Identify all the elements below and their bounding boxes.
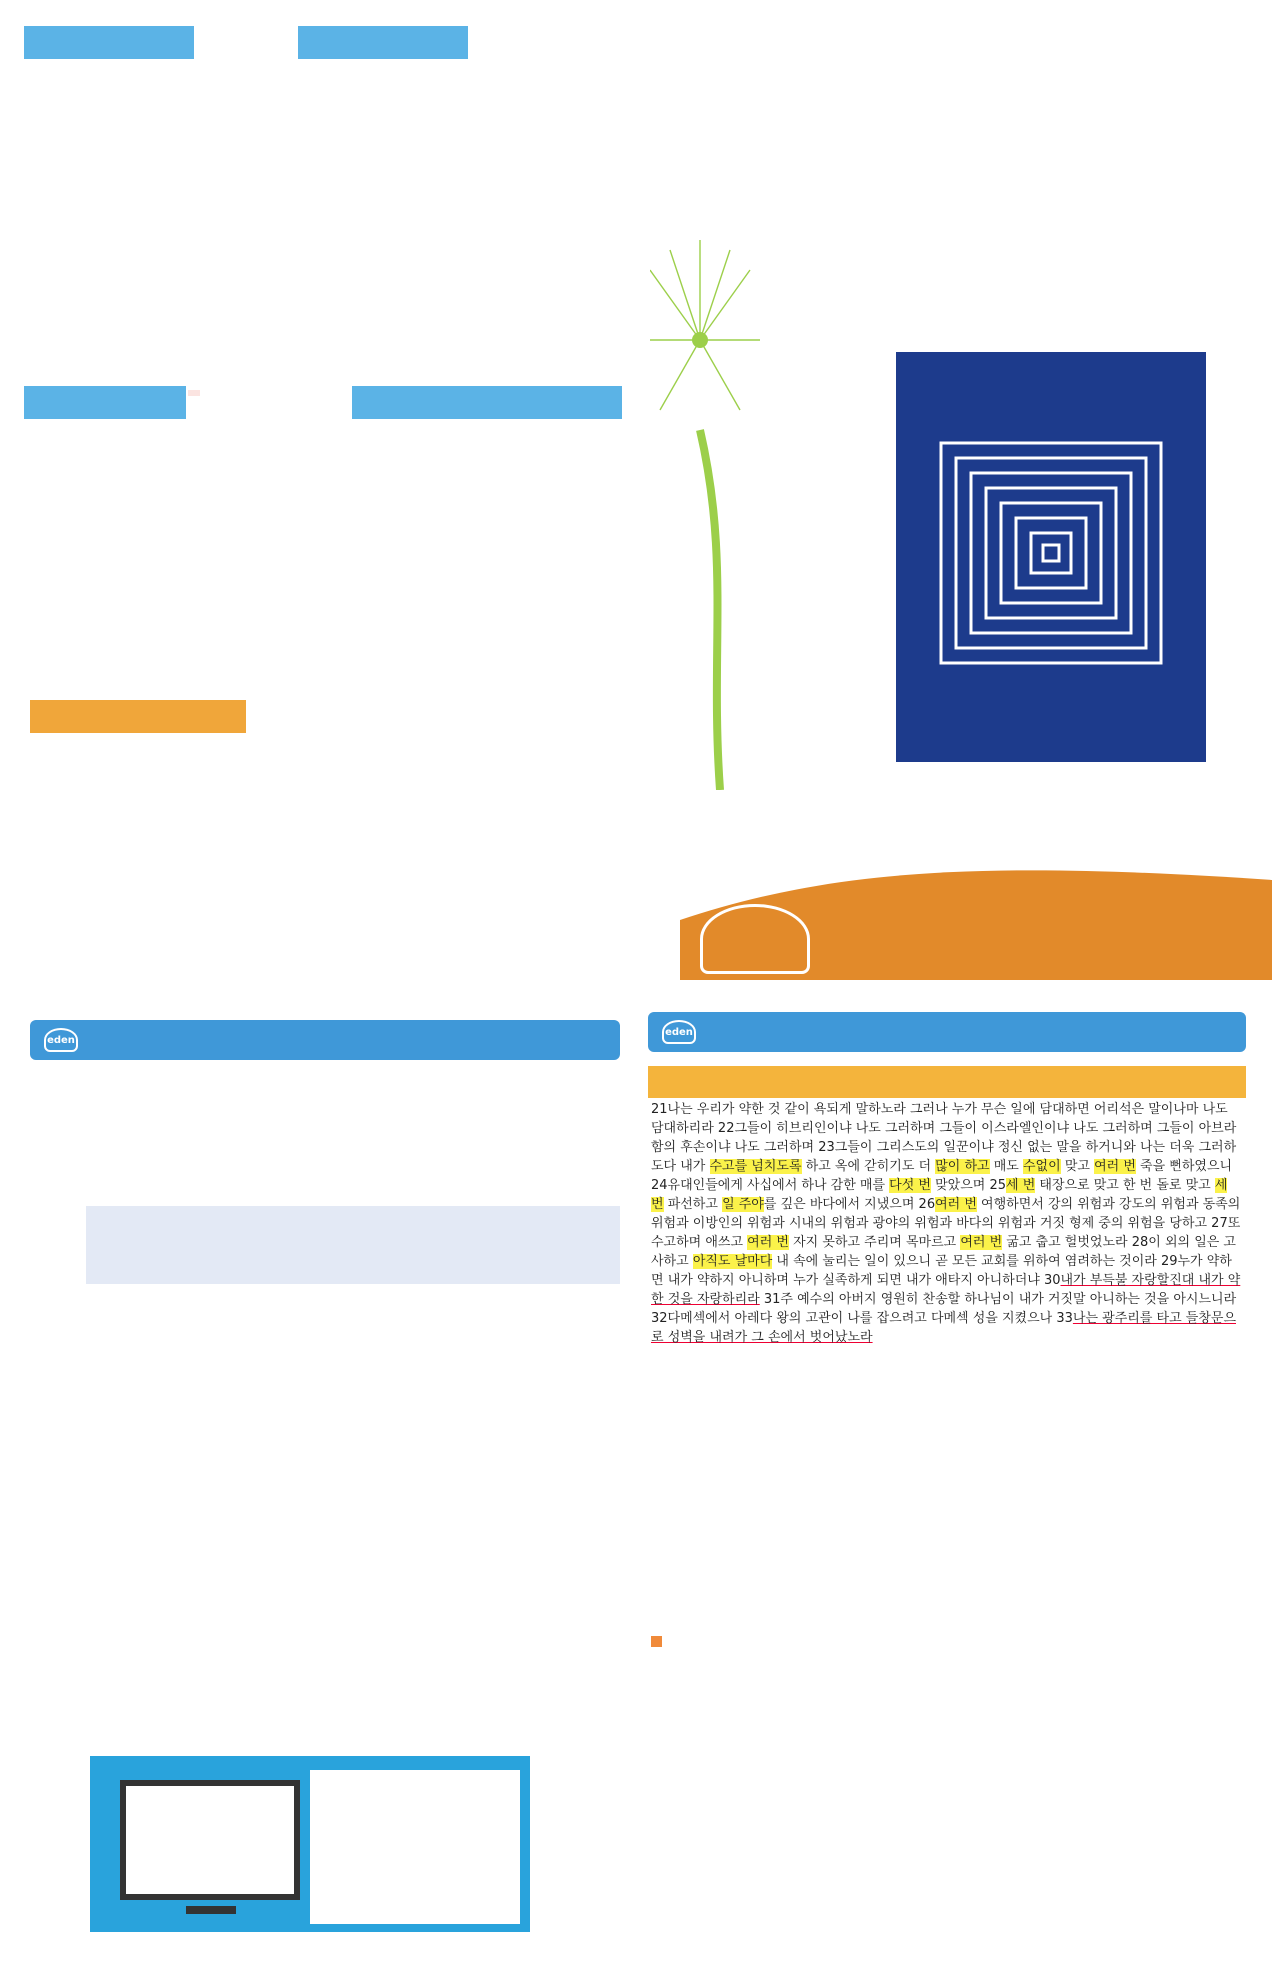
staff-header bbox=[30, 700, 246, 733]
concentric-squares-graphic bbox=[936, 438, 1166, 668]
garden-header bbox=[648, 1012, 1246, 1052]
cover-deep-wide-box bbox=[896, 352, 1206, 762]
tv-screen bbox=[120, 1780, 300, 1900]
sermon-korean-text: 21나는 우리가 약한 것 같이 욕되게 말하노라 그러나 누가 무슨 일에 담대하면 어리석은 말이나마 나도 담대하리라 22그들이 히브리인이냐 나도 그러하며 그들이 이스라엘인이냐 나도 그러하며 그들이 아브라함의 후손이냐 나도 그러하며 23그들이 그리스도의 일꾼이냐 정신 없는 말을 하거니와 나는 더욱 그러하도다 내가 수고를 넘치도록 하고 옥에 갇히기도 더 많이 하고 매도 수없이 맞고 여러 번 죽을 뻔하였으니 24유대인들에게 사십에서 하나 감한 매를 다섯 번 맞았으며 25세 번 태장으로 맞고 한 번 돌로 맞고 세 번 파선하고 일 주야를 깊은 바다에서 지냈으며 26여러 번 여행하면서 강의 위험과 강도의 위험과 동족의 위험과 이방인의 위험과 시내의 위험과 광야의 위험과 바다의 위험과 거짓 형제 중의 위험을 당하고 27또 수고하며 애쓰고 여러 번 자지 못하고 주리며 목마르고 여러 번 굶고 춥고 헐벗었노라 28이 외의 일은 고사하고 아직도 날마다 내 속에 눌리는 일이 있으니 곧 모든 교회를 위하여 염려하는 것이라 29누가 약하면 내가 약하지 아니하며 누가 실족하게 되면 내가 애타지 아니하더냐 30내가 부득불 자랑할진대 내가 약한 것을 자랑하리라 31주 예수의 아버지 영원히 찬송할 하나님이 내가 거짓말 아니하는 것을 아시느니라 32다메섹에서 아레다 왕의 고관이 나를 잡으려고 다메섹 성을 지켰으나 33나는 광주리를 타고 들창문으로 성벽을 내려가 그 손에서 벗어났노라 bbox=[651, 1102, 1241, 1345]
etiquette-box bbox=[310, 1770, 520, 1924]
schedule-header bbox=[24, 386, 186, 419]
question-title bbox=[651, 1636, 670, 1651]
dandelion-illustration bbox=[650, 230, 810, 790]
eden-logo-small: eden bbox=[44, 1028, 78, 1052]
announcements-header bbox=[30, 1020, 620, 1060]
tv-stand bbox=[186, 1906, 236, 1914]
eden-logo bbox=[700, 904, 810, 974]
sermon-title-bar bbox=[648, 1066, 1246, 1098]
worship-header bbox=[24, 26, 194, 59]
training-header bbox=[352, 386, 622, 419]
eden-logo-small-2: eden bbox=[662, 1020, 696, 1044]
fellowship-table bbox=[30, 1206, 620, 1284]
online-worship-panel bbox=[90, 1756, 530, 1932]
schedule-month bbox=[188, 390, 200, 396]
etiquette-title bbox=[310, 1770, 520, 1782]
meetings-header bbox=[298, 26, 468, 59]
orange-square-icon bbox=[651, 1636, 662, 1647]
